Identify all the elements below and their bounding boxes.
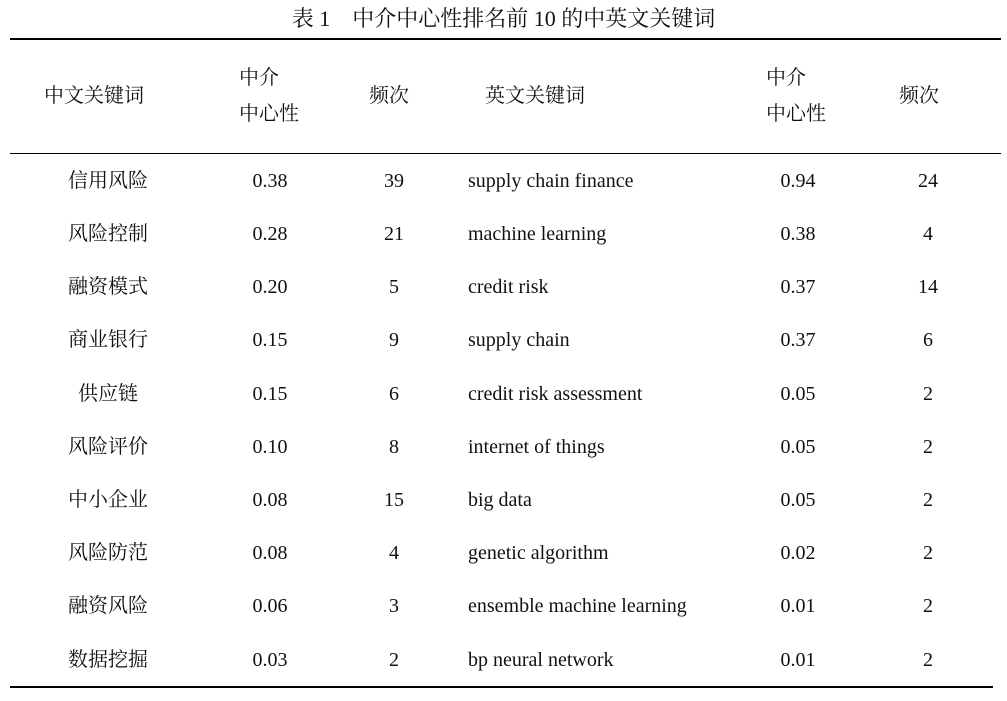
header-en-keyword: 英文关键词 (485, 85, 585, 107)
cn-keyword-cell: 中小企业 (68, 489, 148, 511)
en-keyword-cell: ensemble machine learning (468, 595, 687, 617)
en-frequency-cell: 2 (923, 649, 933, 671)
en-keyword-cell: bp neural network (468, 649, 614, 671)
cn-centrality-cell: 0.03 (252, 649, 288, 671)
cn-keyword-cell: 风险控制 (68, 223, 148, 245)
cn-keyword-cell: 供应链 (78, 383, 138, 405)
cn-centrality-cell: 0.08 (252, 489, 288, 511)
en-frequency-cell: 2 (923, 436, 933, 458)
cn-centrality-cell: 0.06 (252, 595, 288, 617)
table-title: 表 1 中介中心性排名前 10 的中英文关键词 (291, 6, 716, 31)
en-keyword-cell: credit risk (468, 276, 549, 298)
top-rule (10, 38, 1001, 40)
table-row (0, 208, 1007, 261)
en-centrality-cell: 0.37 (780, 276, 816, 298)
cn-frequency-cell: 8 (389, 436, 399, 458)
cn-keyword-cell: 风险评价 (68, 436, 148, 458)
en-keyword-cell: supply chain (468, 329, 570, 351)
en-frequency-cell: 2 (923, 595, 933, 617)
en-frequency-cell: 4 (923, 223, 933, 245)
header-rule (10, 153, 1001, 154)
en-keyword-cell: machine learning (468, 223, 607, 245)
en-centrality-cell: 0.01 (780, 595, 816, 617)
table-row (0, 421, 1007, 474)
en-centrality-cell: 0.02 (780, 542, 816, 564)
en-keyword-cell: internet of things (468, 436, 605, 458)
en-keyword-cell: big data (468, 489, 532, 511)
en-centrality-cell: 0.05 (780, 489, 816, 511)
table-row (0, 261, 1007, 314)
table-row (0, 314, 1007, 367)
header-en-centrality-line1: 中介 (766, 67, 806, 89)
bottom-rule (10, 686, 993, 688)
en-centrality-cell: 0.05 (780, 383, 816, 405)
cn-centrality-cell: 0.20 (252, 276, 288, 298)
en-frequency-cell: 14 (918, 276, 938, 298)
en-frequency-cell: 2 (923, 489, 933, 511)
header-en-frequency: 频次 (899, 85, 939, 107)
en-centrality-cell: 0.94 (780, 170, 816, 192)
cn-keyword-cell: 融资模式 (68, 276, 148, 298)
table-row (0, 527, 1007, 580)
en-centrality-cell: 0.37 (780, 329, 816, 351)
cn-centrality-cell: 0.15 (252, 383, 288, 405)
header-cn-centrality-line2: 中心性 (239, 103, 299, 125)
en-keyword-cell: credit risk assessment (468, 383, 643, 405)
cn-frequency-cell: 5 (389, 276, 399, 298)
cn-centrality-cell: 0.38 (252, 170, 288, 192)
en-frequency-cell: 6 (923, 329, 933, 351)
table-row (0, 155, 1007, 208)
en-frequency-cell: 2 (923, 383, 933, 405)
cn-frequency-cell: 6 (389, 383, 399, 405)
cn-frequency-cell: 9 (389, 329, 399, 351)
cn-centrality-cell: 0.15 (252, 329, 288, 351)
en-centrality-cell: 0.01 (780, 649, 816, 671)
cn-frequency-cell: 21 (384, 223, 404, 245)
en-frequency-cell: 24 (918, 170, 938, 192)
cn-centrality-cell: 0.10 (252, 436, 288, 458)
header-en-centrality-line2: 中心性 (766, 103, 826, 125)
table-row (0, 580, 1007, 633)
en-centrality-cell: 0.38 (780, 223, 816, 245)
cn-frequency-cell: 15 (384, 489, 404, 511)
cn-frequency-cell: 39 (384, 170, 404, 192)
header-cn-keyword: 中文关键词 (44, 85, 144, 107)
en-centrality-cell: 0.05 (780, 436, 816, 458)
cn-keyword-cell: 信用风险 (68, 170, 148, 192)
cn-frequency-cell: 3 (389, 595, 399, 617)
cn-frequency-cell: 2 (389, 649, 399, 671)
header-cn-frequency: 频次 (369, 85, 409, 107)
en-frequency-cell: 2 (923, 542, 933, 564)
cn-centrality-cell: 0.08 (252, 542, 288, 564)
table-row (0, 634, 1007, 687)
en-keyword-cell: genetic algorithm (468, 542, 609, 564)
cn-keyword-cell: 融资风险 (68, 595, 148, 617)
en-keyword-cell: supply chain finance (468, 170, 634, 192)
cn-centrality-cell: 0.28 (252, 223, 288, 245)
cn-keyword-cell: 商业银行 (68, 329, 148, 351)
cn-frequency-cell: 4 (389, 542, 399, 564)
table-row (0, 368, 1007, 421)
header-cn-centrality-line1: 中介 (239, 67, 279, 89)
cn-keyword-cell: 数据挖掘 (68, 649, 148, 671)
table-row (0, 474, 1007, 527)
cn-keyword-cell: 风险防范 (68, 542, 148, 564)
